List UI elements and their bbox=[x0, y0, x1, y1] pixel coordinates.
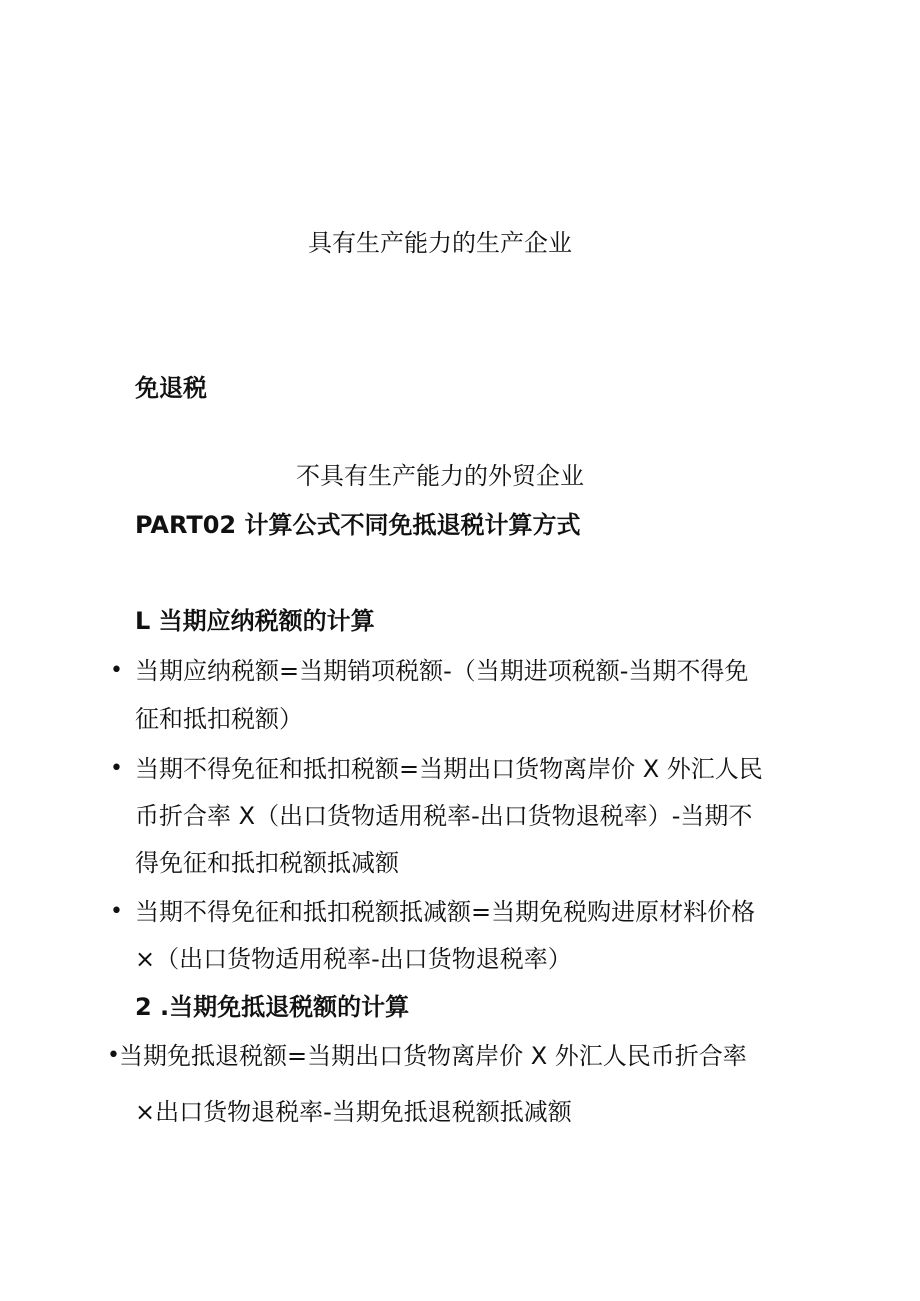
list-item-line: ×（出口货物适用税率-出口货物退税率） bbox=[135, 945, 572, 973]
list-item-line: 当期不得免征和抵扣税额抵减额=当期免税购进原材料价格 bbox=[135, 898, 756, 926]
part-title: PART02 计算公式不同免抵退税计算方式 bbox=[135, 511, 581, 539]
heading-manufacturer: 具有生产能力的生产企业 bbox=[308, 229, 572, 257]
bullet-mark: • bbox=[110, 658, 123, 683]
list-item-line: 当期不得免征和抵扣税额=当期出口货物离岸价 X 外汇人民 bbox=[135, 755, 763, 783]
bullet-mark: • bbox=[110, 899, 123, 924]
list-item-line: 当期应纳税额=当期销项税额-（当期进项税额-当期不得免 bbox=[135, 657, 749, 685]
heading-exempt-refund: 免退税 bbox=[135, 374, 207, 402]
section2-title: 2 .当期免抵退税额的计算 bbox=[135, 993, 410, 1021]
bullet-mark: • bbox=[107, 1043, 120, 1068]
list-item-line: 得免征和抵扣税额抵减额 bbox=[135, 849, 399, 877]
list-item-line: 币折合率 X（出口货物适用税率-出口货物退税率）-当期不 bbox=[135, 802, 753, 830]
list-item-line: 当期免抵退税额=当期出口货物离岸价 X 外汇人民币折合率 bbox=[119, 1042, 747, 1070]
bullet-mark: • bbox=[110, 756, 123, 781]
heading-trade-enterprise: 不具有生产能力的外贸企业 bbox=[296, 462, 584, 490]
list-item-line: 征和抵扣税额） bbox=[135, 705, 303, 733]
section1-title: L 当期应纳税额的计算 bbox=[135, 607, 375, 635]
list-item-line: ×出口货物退税率-当期免抵退税额抵减额 bbox=[135, 1098, 572, 1126]
